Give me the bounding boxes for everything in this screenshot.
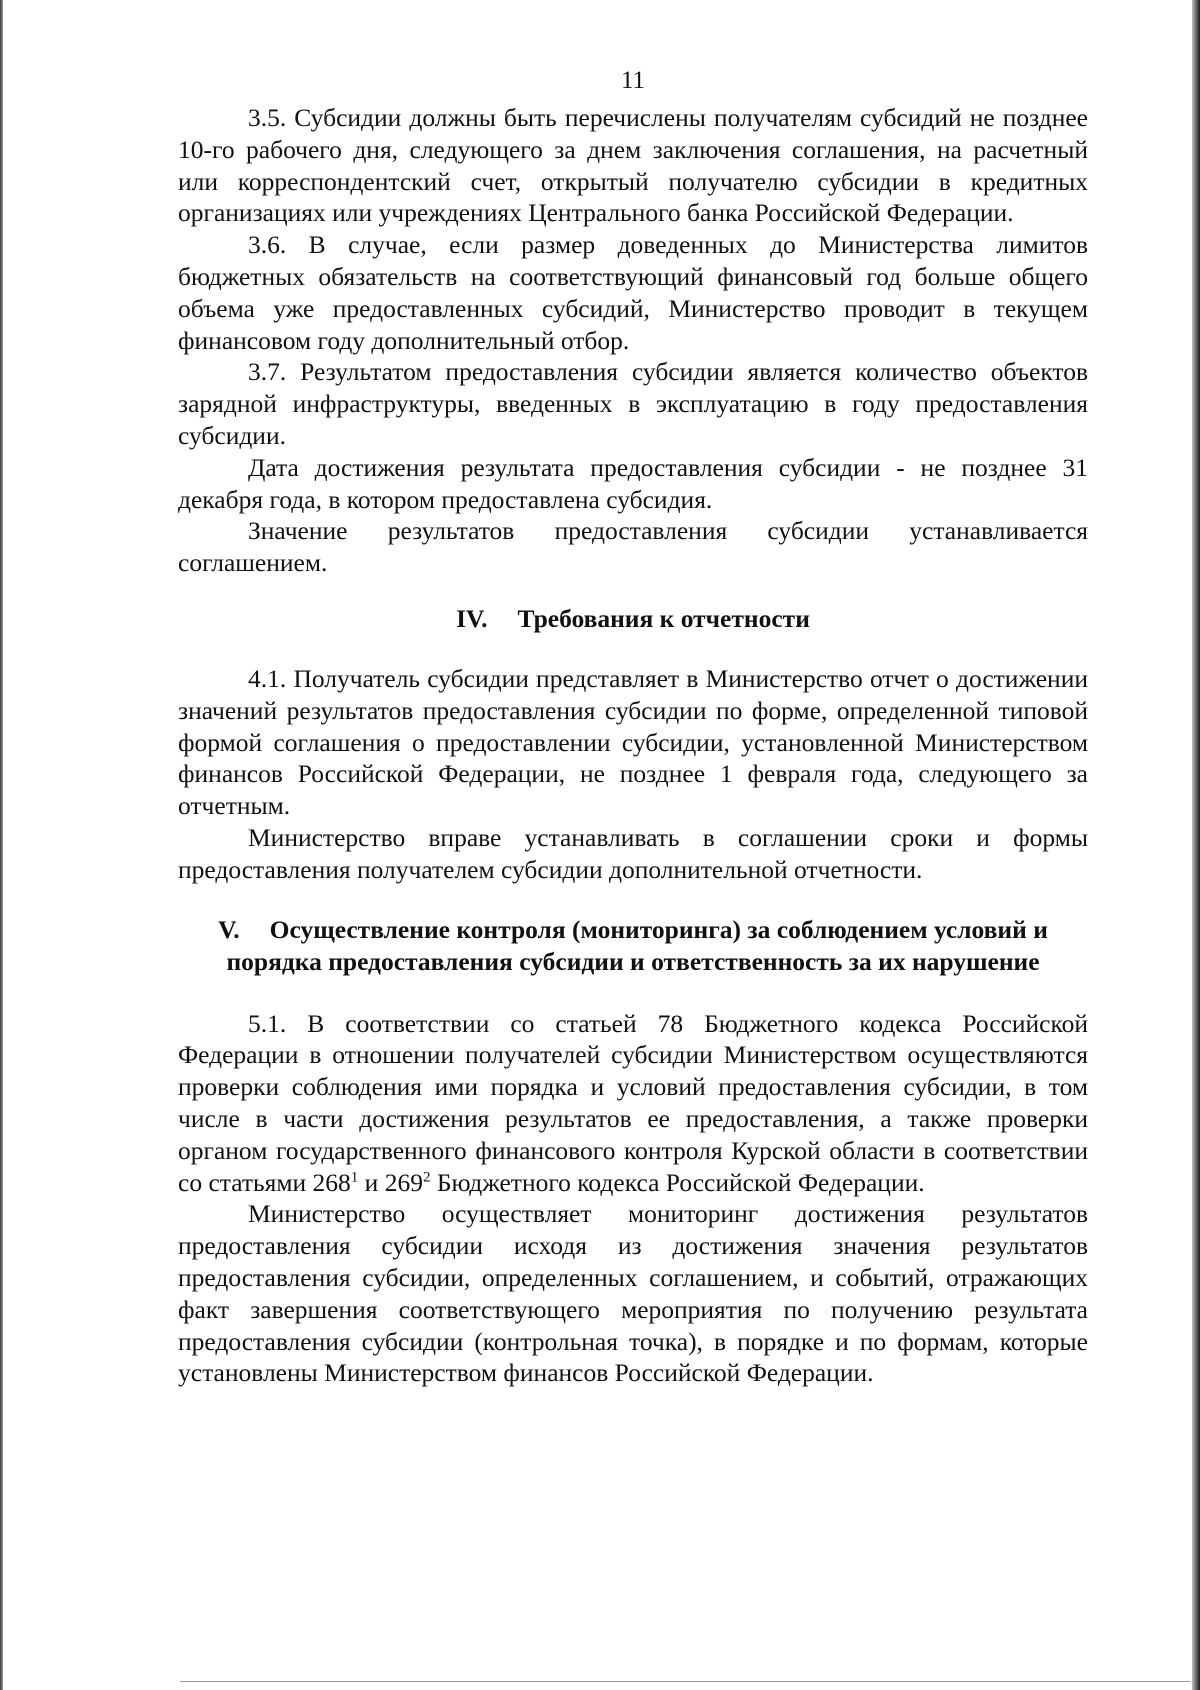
scan-edge-left bbox=[0, 0, 3, 1690]
section-4-title: Требования к отчетности bbox=[517, 603, 810, 633]
document-page bbox=[178, 66, 1088, 1389]
paragraph-result-value: Значение результатов предоставления субсидии устанавливается соглашением. bbox=[178, 516, 1088, 578]
paragraph-3-5: 3.5. Субсидии должны быть перечислены получателям субсидий не позднее 10-го рабочего дня, следующего за днем заключения соглашения, на расчетный или корреспондентский счет, открытый получателю субсидии в кредитных организациях или учреждениях Центрального банка Российской Федерации. bbox=[178, 103, 1088, 228]
section-5-numeral: V. bbox=[218, 914, 240, 944]
paragraph-5-1-ending: Бюджетного кодекса Российской Федерации. bbox=[430, 1167, 925, 1197]
paragraph-result-date: Дата достижения результата предоставления субсидии - не позднее 31 декабря года, в котором предоставлена субсидия. bbox=[178, 452, 1088, 514]
scan-edge-bottom bbox=[180, 1681, 1190, 1682]
article-269-superscript: 2 bbox=[422, 1169, 431, 1186]
paragraph-monitoring: Министерство осуществляет мониторинг достижения результатов предоставления субсидии исходя из достижения значения результатов предоставления субсидии, определенных соглашением, и событий, отражающих факт завершения соответствующего мероприятия по получению результата предоставления субсидии (контрольная точка), в порядке и по формам, которые установлены Министерством финансов Российской Федерации. bbox=[178, 1199, 1088, 1388]
paragraph-5-1-text: 5.1. В соответствии со статьей 78 Бюджетного кодекса Российской Федерации в отношении получателей субсидии Министерством осуществляются проверки соблюдения ими порядка и условий предоставления субсидии, в том числе в части достижения результатов ее предоставления, а также проверки органом государственного финансового контроля Курской области в соответствии со статьями bbox=[178, 1008, 1088, 1197]
article-268: 268 bbox=[312, 1167, 351, 1197]
article-269: 269 bbox=[384, 1167, 423, 1197]
section-5-title: Осуществление контроля (мониторинга) за соблюдением условий и порядка предоставления субсидии и ответственность за их нарушение bbox=[226, 914, 1048, 976]
section-4-numeral: IV. bbox=[456, 603, 488, 633]
page-number: 11 bbox=[620, 67, 646, 94]
paragraph-additional-reporting: Министерство вправе устанавливать в соглашении сроки и формы предоставления получателем субсидии дополнительной отчетности. bbox=[178, 822, 1088, 884]
paragraph-4-1: 4.1. Получатель субсидии представляет в Министерство отчет о достижении значений результатов предоставления субсидии по форме, определенной типовой формой соглашения о предоставлении субсидии, установленной Министерством финансов Российской Федерации, не позднее 1 февраля года, следующего за отчетным. bbox=[178, 663, 1088, 821]
paragraph-3-6: 3.6. В случае, если размер доведенных до Министерства лимитов бюджетных обязательств на соответствующий финансовый год больше общего объема уже предоставленных субсидий, Министерство проводит в текущем финансовом году дополнительный отбор. bbox=[178, 230, 1088, 355]
scan-edge-right bbox=[1192, 0, 1200, 1690]
article-268-superscript: 1 bbox=[350, 1169, 359, 1186]
and-word: и bbox=[358, 1167, 385, 1197]
paragraph-3-7: 3.7. Результатом предоставления субсидии является количество объектов зарядной инфраструктуры, введенных в эксплуатацию в году предоставления субсидии. bbox=[178, 357, 1088, 450]
paragraph-5-1 bbox=[178, 1008, 1088, 1199]
section-5-heading bbox=[178, 914, 1088, 978]
section-4-heading bbox=[178, 603, 1088, 635]
